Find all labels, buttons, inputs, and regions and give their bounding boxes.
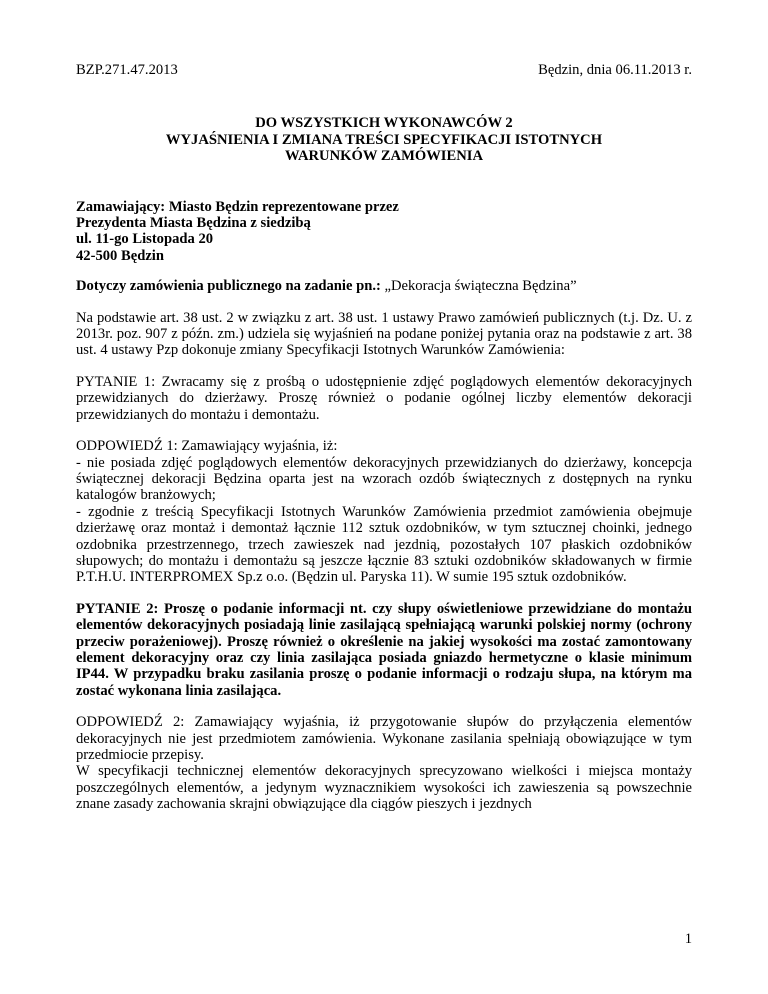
reference-number: BZP.271.47.2013 (76, 62, 178, 78)
answer-2 (76, 714, 692, 812)
subject-value: „Dekoracja świąteczna Będzina” (380, 278, 577, 295)
page-number: 1 (684, 931, 692, 947)
title-line-2: WYJAŚNIENIA I ZMIANA TREŚCI SPECYFIKACJI ISTOTNYCH (165, 131, 603, 148)
question-2: PYTANIE 2: Proszę o podanie informacji nt. czy słupy oświetleniowe przewidziane do montażu elementów dekoracyjnych posiadają linie zasilającą spełniającą warunki polskiej normy (ochrony przeciw porażeniowej). Proszę również o określenie na jakiej wysokości ma zostać zamontowany element dekoracyjny oraz czy linia zasilająca posiada gniazdo hermetyczne o klasie minimum IP44. W przypadku braku zasilania proszę o podanie informacji o rodzaju słupa, na którym ma zostać wykonana linia zasilająca. (76, 600, 692, 699)
document-title (76, 115, 692, 164)
address-line-3: ul. 11-go Listopada 20 (76, 231, 214, 248)
intro-paragraph: Na podstawie art. 38 ust. 2 w związku z art. 38 ust. 1 ustawy Prawo zamówień publicznych (t.j. Dz. U. z 2013r. poz. 907 z późn. zm.) udziela się wyjaśnień na podane poniżej pytania oraz na podstawie z art. 38 ust. 4 ustawy Pzp dokonuje zmiany Specyfikacji Istotnych Warunków Zamówienia: (76, 309, 692, 359)
address-line-2: Prezydenta Miasta Będzina z siedzibą (76, 215, 311, 232)
answer-1-line-3: - zgodnie z treścią Specyfikacji Istotnych Warunków Zamówienia przedmiot zamówienia obejmuje dzierżawę oraz montaż i demontaż łącznie 112 sztuk ozdobników, w tym sztucznej choinki, jednego ozdobnika przestrzennego, trzech zawieszek nad jezdnią, pozostałych 107 płaskich ozdobników słupowych; do montażu i demontażu są jeszcze łącznie 83 sztuki ozdobników składowanych w firmie P.T.H.U. INTERPROMEX Sp.z o.o. (Będzin ul. Paryska 11). W sumie 195 sztuk ozdobników. (76, 503, 692, 586)
document-page (76, 62, 692, 828)
answer-1-line-2: - nie posiada zdjęć poglądowych elementów dekoracyjnych przewidzianych do dzierżawy, koncepcja świątecznej dekoracji Będzina oparta jest na wzorach ozdób świątecznych z dostępnych na rynku katalogów branżowych; (76, 454, 692, 504)
place-date: Będzin, dnia 06.11.2013 r. (538, 62, 692, 78)
address-line-4: 42-500 Będzin (76, 247, 164, 264)
title-line-1: DO WSZYSTKICH WYKONAWCÓW 2 (255, 115, 513, 132)
contracting-authority-address (76, 199, 692, 265)
answer-1 (76, 438, 692, 586)
answer-2-line-1: ODPOWIEDŹ 2: Zamawiający wyjaśnia, iż przygotowanie słupów do przyłączenia elementów dekoracyjnych nie jest przedmiotem zamówienia. Wykonane zasilania spełniają obowiązujące w tym przedmiocie przepisy. (76, 714, 692, 763)
question-1: PYTANIE 1: Zwracamy się z prośbą o udostępnienie zdjęć poglądowych elementów dekoracyjnych przewidzianych do dzierżawy. Proszę również o podanie ogólnej liczby elementów dekoracji przewidzianych do montażu i demontażu. (76, 373, 692, 423)
address-line-1: Zamawiający: Miasto Będzin reprezentowane przez (76, 198, 399, 215)
subject-line (76, 278, 692, 294)
subject-label: Dotyczy zamówienia publicznego na zadanie pn.: (76, 278, 381, 295)
document-header (76, 62, 692, 78)
title-line-3: WARUNKÓW ZAMÓWIENIA (285, 148, 483, 165)
answer-2-line-2: W specyfikacji technicznej elementów dekoracyjnych sprecyzowano wielkości i miejsca montaży poszczególnych elementów, a jedynym wyznacznikiem wysokości ich zawieszenia są powszechnie znane zasady zachowania skrajni obwiązujące dla ciągów pieszych i jezdnych (76, 763, 692, 813)
answer-1-line-1: ODPOWIEDŹ 1: Zamawiający wyjaśnia, iż: (76, 438, 338, 455)
